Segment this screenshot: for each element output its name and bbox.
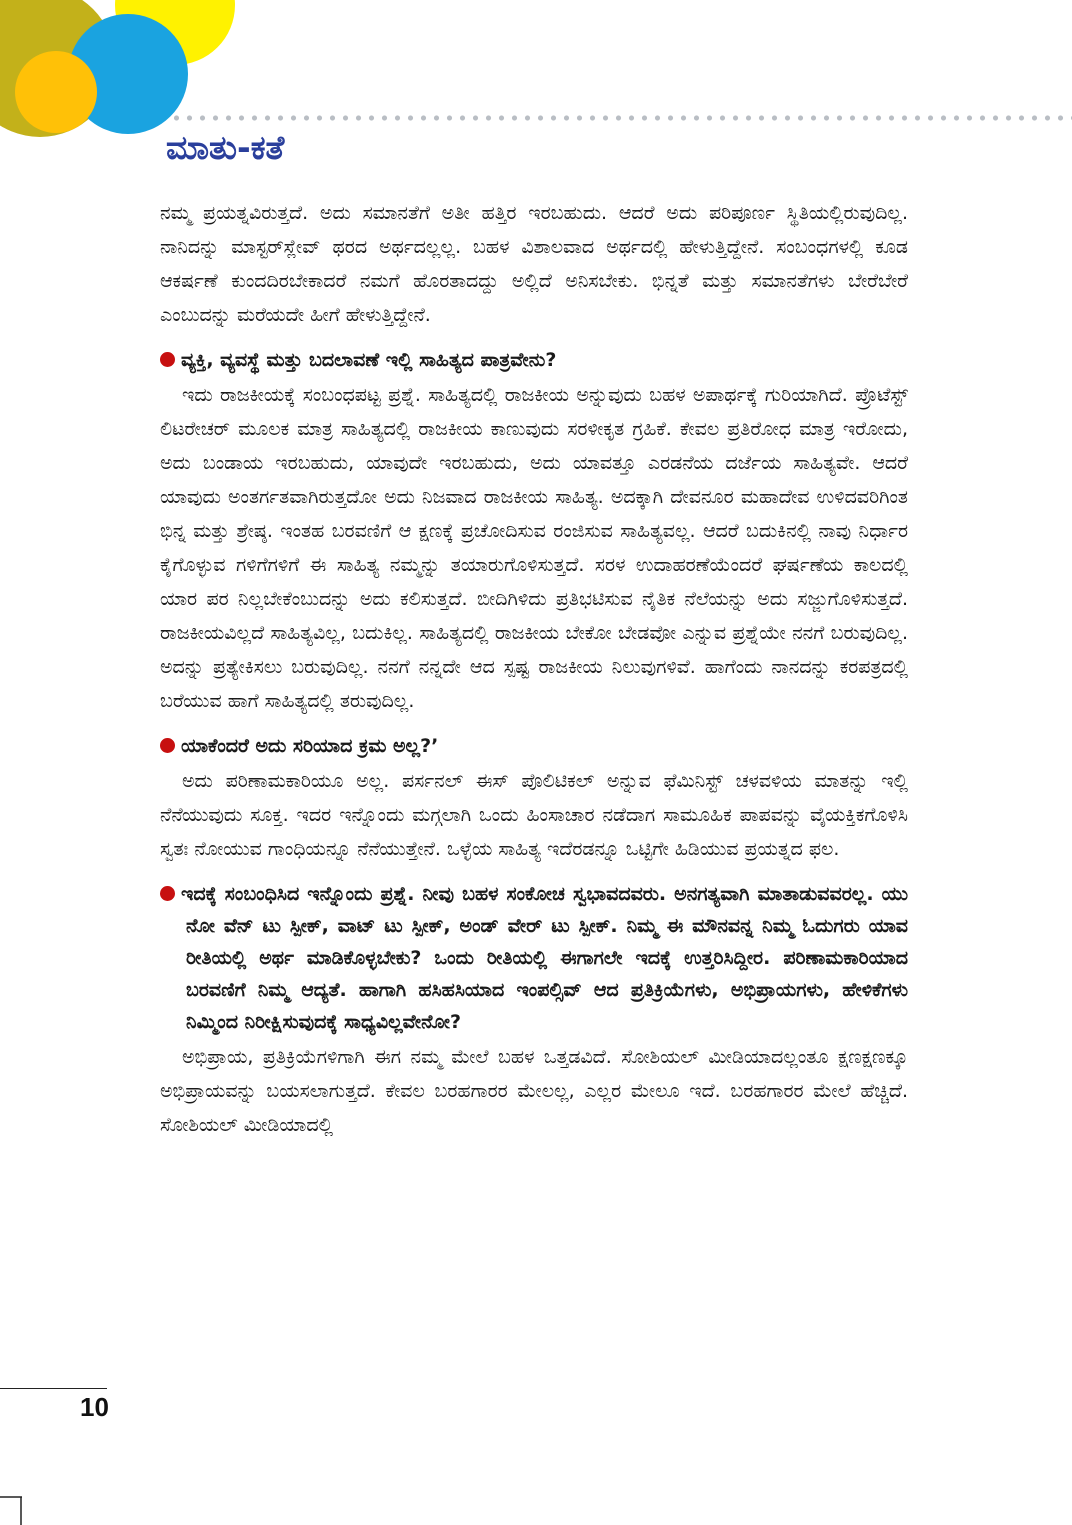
intro-paragraph: ನಮ್ಮ ಪ್ರಯತ್ನವಿರುತ್ತದೆ. ಅದು ಸಮಾನತೆಗೆ ಅತೀ ಹತ್ತಿರ ಇರಬಹುದು. ಆದರೆ ಅದು ಪರಿಪೂರ್ಣ ಸ್ಥಿತಿಯಲ್ಲಿರುವುದಿಲ್ಲ. ನಾನಿದನ್ನು ಮಾಸ್ಟರ್‌ಸ್ಲೇವ್ ಥರದ ಅರ್ಥದಲ್ಲಲ್ಲ. ಬಹಳ ವಿಶಾಲವಾದ ಅರ್ಥದಲ್ಲಿ ಹೇಳುತ್ತಿದ್ದೇನೆ. ಸಂಬಂಧಗಳಲ್ಲಿ ಕೂಡ ಆಕರ್ಷಣೆ ಕುಂದದಿರಬೇಕಾದರೆ ನಮಗೆ ಹೊರತಾದದ್ದು ಅಲ್ಲಿದೆ ಅನಿಸಬೇಕು. ಭಿನ್ನತೆ ಮತ್ತು ಸಮಾನತೆಗಳು ಬೇರೆಬೇರೆ ಎಂಬುದನ್ನು ಮರೆಯದೇ ಹೀಗೆ ಹೇಳುತ್ತಿದ್ದೇನೆ. [160, 202, 908, 326]
bullet-icon [160, 352, 175, 367]
answer-3: ಅಭಿಪ್ರಾಯ, ಪ್ರತಿಕ್ರಿಯೆಗಳಿಗಾಗಿ ಈಗ ನಮ್ಮ ಮೇಲೆ ಬಹಳ ಒತ್ತಡವಿದೆ. ಸೋಶಿಯಲ್ ಮೀಡಿಯಾದಲ್ಲಂತೂ ಕ್ಷಣಕ್ಷಣಕ್ಕೂ ಅಭಿಪ್ರಾಯವನ್ನು ಬಯಸಲಾಗುತ್ತದೆ. ಕೇವಲ ಬರಹಗಾರರ ಮೇಲಲ್ಲ, ಎಲ್ಲರ ಮೇಲೂ ಇದೆ. ಬರಹಗಾರರ ಮೇಲೆ ಹೆಚ್ಚಿದೆ. ಸೋಶಿಯಲ್ ಮೀಡಿಯಾದಲ್ಲಿ [160, 1046, 908, 1136]
question-3 [160, 878, 908, 1038]
bullet-icon [160, 738, 175, 753]
answer-2: ಅದು ಪರಿಣಾಮಕಾರಿಯೂ ಅಲ್ಲ. ಪರ್ಸನಲ್ ಈಸ್ ಪೊಲಿಟಿಕಲ್ ಅನ್ನುವ ಫೆಮಿನಿಸ್ಟ್ ಚಳವಳಿಯ ಮಾತನ್ನು ಇಲ್ಲಿ ನೆನೆಯುವುದು ಸೂಕ್ತ. ಇದರ ಇನ್ನೊಂದು ಮಗ್ಗಲಾಗಿ ಒಂದು ಹಿಂಸಾಚಾರ ನಡೆದಾಗ ಸಾಮೂಹಿಕ ಪಾಪವನ್ನು ವೈಯಕ್ತಿಕಗೊಳಿಸಿ ಸ್ವತಃ ನೋಯುವ ಗಾಂಧಿಯನ್ನೂ ನೆನೆಯುತ್ತೇನೆ. ಒಳ್ಳೆಯ ಸಾಹಿತ್ಯ ಇದೆರಡನ್ನೂ ಒಟ್ಟಿಗೇ ಹಿಡಿಯುವ ಪ್ರಯತ್ನದ ಫಲ. [160, 770, 908, 860]
orange-circle [15, 51, 97, 133]
bullet-icon [160, 886, 175, 901]
article-body [160, 196, 908, 1142]
question-3-text: ಇದಕ್ಕೆ ಸಂಬಂಧಿಸಿದ ಇನ್ನೊಂದು ಪ್ರಶ್ನೆ. ನೀವು ಬಹಳ ಸಂಕೋಚ ಸ್ವಭಾವದವರು. ಅನಗತ್ಯವಾಗಿ ಮಾತಾಡುವವರಲ್ಲ. ಯು ನೋ ವೆನ್ ಟು ಸ್ಪೀಕ್, ವಾಟ್ ಟು ಸ್ಪೀಕ್, ಅಂಡ್ ವೇರ್ ಟು ಸ್ಪೀಕ್. ನಿಮ್ಮ ಈ ಮೌನವನ್ನ ನಿಮ್ಮ ಓದುಗರು ಯಾವ ರೀತಿಯಲ್ಲಿ ಅರ್ಥ ಮಾಡಿಕೊಳ್ಳಬೇಕು? ಒಂದು ರೀತಿಯಲ್ಲಿ ಈಗಾಗಲೇ ಇದಕ್ಕೆ ಉತ್ತರಿಸಿದ್ದೀರ. ಪರಿಣಾಮಕಾರಿಯಾದ ಬರವಣಿಗೆ ನಿಮ್ಮ ಆದ್ಯತೆ. ಹಾಗಾಗಿ ಹಸಿಹಸಿಯಾದ ಇಂಪಲ್ಸಿವ್ ಆದ ಪ್ರತಿಕ್ರಿಯೆಗಳು, ಅಭಿಪ್ರಾಯಗಳು, ಹೇಳಿಕೆಗಳು ನಿಮ್ಮಿಂದ ನಿರೀಕ್ಷಿಸುವುದಕ್ಕೆ ಸಾಧ್ಯವಿಲ್ಲವೇನೋ? [181, 883, 908, 1033]
dotted-header-rule [170, 113, 1072, 123]
question-2 [160, 730, 908, 762]
footer-rule [0, 1388, 107, 1389]
question-1 [160, 344, 908, 376]
question-2-text: ಯಾಕೆಂದರೆ ಅದು ಸರಿಯಾದ ಕ್ರಮ ಅಲ್ಲ?’ [181, 735, 439, 757]
answer-1: ಇದು ರಾಜಕೀಯಕ್ಕೆ ಸಂಬಂಧಪಟ್ಟ ಪ್ರಶ್ನೆ. ಸಾಹಿತ್ಯದಲ್ಲಿ ರಾಜಕೀಯ ಅನ್ನುವುದು ಬಹಳ ಅಪಾರ್ಥಕ್ಕೆ ಗುರಿಯಾಗಿದೆ. ಪ್ರೊಟೆಸ್ಟ್ ಲಿಟರೇಚರ್ ಮೂಲಕ ಮಾತ್ರ ಸಾಹಿತ್ಯದಲ್ಲಿ ರಾಜಕೀಯ ಕಾಣುವುದು ಸರಳೀಕೃತ ಗ್ರಹಿಕೆ. ಕೇವಲ ಪ್ರತಿರೋಧ ಮಾತ್ರ ಇರೋದು, ಅದು ಬಂಡಾಯ ಇರಬಹುದು, ಯಾವುದೇ ಇರಬಹುದು, ಅದು ಯಾವತ್ತೂ ಎರಡನೆಯ ದರ್ಜೆಯ ಸಾಹಿತ್ಯವೇ. ಆದರೆ ಯಾವುದು ಅಂತರ್ಗತವಾಗಿರುತ್ತದೋ ಅದು ನಿಜವಾದ ರಾಜಕೀಯ ಸಾಹಿತ್ಯ. ಅದಕ್ಕಾಗಿ ದೇವನೂರ ಮಹಾದೇವ ಉಳಿದವರಿಗಿಂತ ಭಿನ್ನ ಮತ್ತು ಶ್ರೇಷ್ಠ. ಇಂತಹ ಬರವಣಿಗೆ ಆ ಕ್ಷಣಕ್ಕೆ ಪ್ರಚೋದಿಸುವ ರಂಜಿಸುವ ಸಾಹಿತ್ಯವಲ್ಲ. ಆದರೆ ಬದುಕಿನಲ್ಲಿ ನಾವು ನಿರ್ಧಾರ ಕೈಗೊಳ್ಳುವ ಗಳಿಗೆಗಳಿಗೆ ಈ ಸಾಹಿತ್ಯ ನಮ್ಮನ್ನು ತಯಾರುಗೊಳಿಸುತ್ತದೆ. ಸರಳ ಉದಾಹರಣೆಯೆಂದರೆ ಘರ್ಷಣೆಯ ಕಾಲದಲ್ಲಿ ಯಾರ ಪರ ನಿಲ್ಲಬೇಕೆಂಬುದನ್ನು ಅದು ಕಲಿಸುತ್ತದೆ. ಬೀದಿಗಿಳಿದು ಪ್ರತಿಭಟಿಸುವ ನೈತಿಕ ನೆಲೆಯನ್ನು ಅದು ಸಜ್ಜುಗೊಳಿಸುತ್ತದೆ. ರಾಜಕೀಯವಿಲ್ಲದೆ ಸಾಹಿತ್ಯವಿಲ್ಲ, ಬದುಕಿಲ್ಲ. ಸಾಹಿತ್ಯದಲ್ಲಿ ರಾಜಕೀಯ ಬೇಕೋ ಬೇಡವೋ ಎನ್ನುವ ಪ್ರಶ್ನೆಯೇ ನನಗೆ ಬರುವುದಿಲ್ಲ. ಅದನ್ನು ಪ್ರತ್ಯೇಕಿಸಲು ಬರುವುದಿಲ್ಲ. ನನಗೆ ನನ್ನದೇ ಆದ ಸ್ಪಷ್ಟ ರಾಜಕೀಯ ನಿಲುವುಗಳಿವೆ. ಹಾಗೆಂದು ನಾನದನ್ನು ಕರಪತ್ರದಲ್ಲಿ ಬರೆಯುವ ಹಾಗೆ ಸಾಹಿತ್ಯದಲ್ಲಿ ತರುವುದಿಲ್ಲ. [160, 384, 908, 712]
page-number: 10 [80, 1392, 109, 1422]
question-1-text: ವ್ಯಕ್ತಿ, ವ್ಯವಸ್ಥೆ ಮತ್ತು ಬದಲಾವಣೆ ಇಲ್ಲಿ ಸಾಹಿತ್ಯದ ಪಾತ್ರವೇನು? [181, 349, 557, 371]
crop-mark [0, 1496, 22, 1525]
section-title: ಮಾತು-ಕತೆ [166, 128, 285, 167]
